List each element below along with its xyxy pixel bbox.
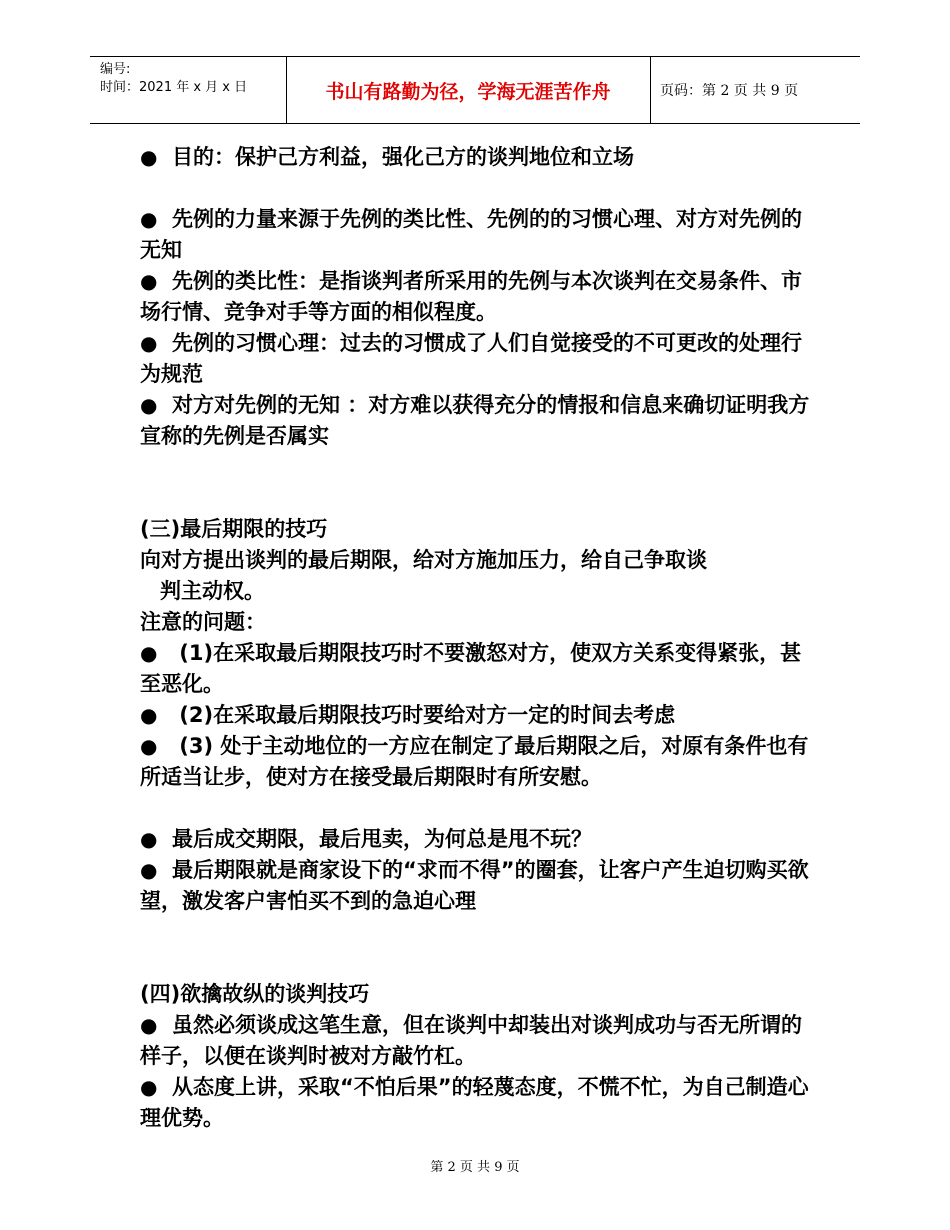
bullet-final-sale: ● 最后成交期限，最后甩卖，为何总是甩不玩？: [140, 824, 820, 855]
page-footer: 第 2 页 共 9 页: [430, 1160, 520, 1175]
bullet-attitude: ● 从态度上讲，采取“不怕后果”的轻蔑态度，不慌不忙，为自己制造心理优势。: [140, 1072, 820, 1134]
header-motto: 书山有路勤为径，学海无涯苦作舟: [325, 80, 611, 103]
doc-number-label: 编号:: [100, 62, 131, 77]
bullet-precedent-habit: ● 先例的习惯心理：过去的习惯成了人们自觉接受的不可更改的处理行为规范: [140, 328, 820, 390]
bullet-note-3: ● (3) 处于主动地位的一方应在制定了最后期限之后，对原有条件也有所适当让步，使对方在接受最后期限时有所安慰。: [140, 731, 820, 793]
paragraph-deadline-intro: 向对方提出谈判的最后期限，给对方施加压力，给自己争取谈: [140, 548, 707, 572]
header-page-info: 页码：第 2 页 共 9 页: [660, 83, 799, 99]
paragraph-deadline-intro-cont: 判主动权。: [160, 579, 265, 603]
notes-label: 注意的问题：: [140, 610, 266, 634]
document-body: [140, 142, 820, 1134]
spacer: [140, 173, 820, 204]
page-header: [90, 56, 860, 124]
bullet-precedent-analogy: ● 先例的类比性：是指谈判者所采用的先例与本次谈判在交易条件、市场行情、竞争对手等方面的相似程度。: [140, 266, 820, 328]
header-meta: [100, 61, 247, 97]
header-divider: [650, 57, 651, 123]
spacer: [140, 452, 820, 514]
section-heading-deadline: (三)最后期限的技巧: [140, 517, 328, 541]
doc-date: 时间：2021 年 x 月 x 日: [100, 80, 248, 95]
bullet-note-1: ● (1)在采取最后期限技巧时不要激怒对方，使双方关系变得紧张，甚至恶化。: [140, 638, 820, 700]
bullet-precedent-ignorance: ● 对方对先例的无知 ：对方难以获得充分的情报和信息来确切证明我方宣称的先例是否属实: [140, 390, 820, 452]
bullet-precedent-source: ● 先例的力量来源于先例的类比性、先例的的习惯心理、对方对先例的无知: [140, 204, 820, 266]
bullet-note-2: ● (2)在采取最后期限技巧时要给对方一定的时间去考虑: [140, 700, 820, 731]
spacer: [140, 917, 820, 979]
bullet-deadline-trap: ● 最后期限就是商家设下的“求而不得”的圈套，让客户产生迫切购买欲望，激发客户害怕买不到的急迫心理: [140, 855, 820, 917]
bullet-feign-indifference: ● 虽然必须谈成这笔生意，但在谈判中却装出对谈判成功与否无所谓的样子，以便在谈判时被对方敲竹杠。: [140, 1010, 820, 1072]
spacer: [140, 793, 820, 824]
bullet-purpose: ● 目的：保护己方利益，强化己方的谈判地位和立场: [140, 142, 820, 173]
section-heading-feign: (四)欲擒故纵的谈判技巧: [140, 982, 370, 1006]
